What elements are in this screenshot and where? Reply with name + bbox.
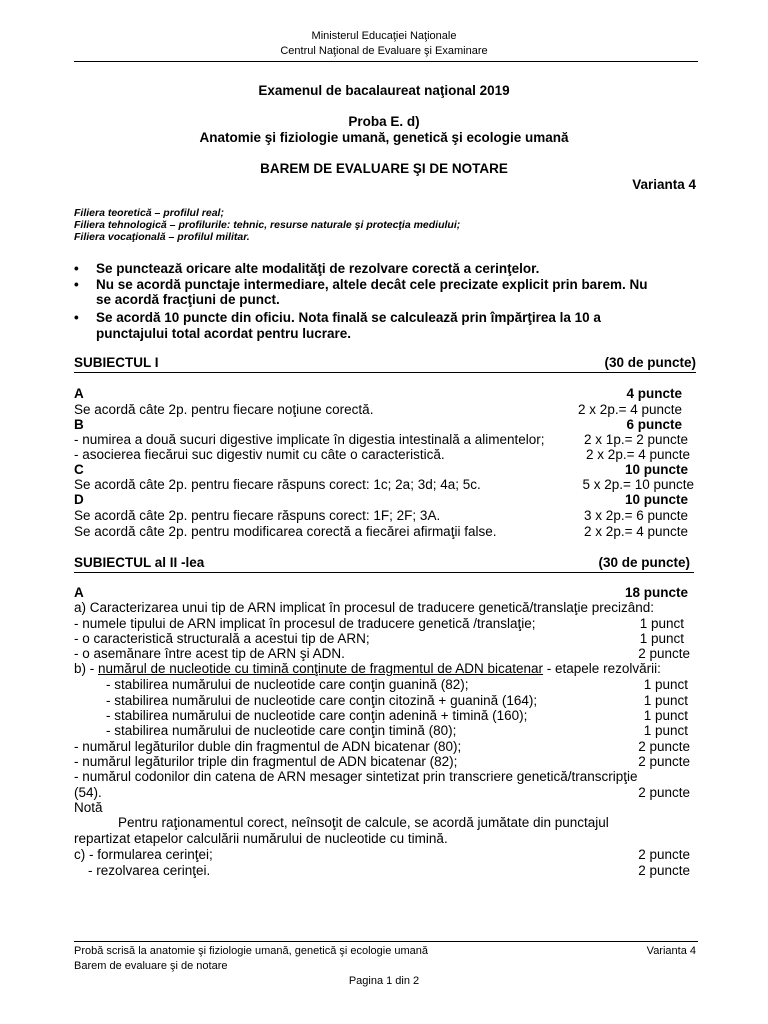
item-text: - rezolvarea cerinţei. xyxy=(88,863,211,878)
item-text: - asocierea fiecărui suc digestiv numit cu câte o caracteristică. xyxy=(74,447,445,462)
exam-proba: Proba E. d) xyxy=(348,114,420,129)
header-divider xyxy=(74,61,698,62)
item-points: 6 puncte xyxy=(626,417,682,432)
exam-subject: Anatomie şi fiziologie umană, genetică şi ecologie umană xyxy=(199,130,569,145)
bullet-icon: • xyxy=(74,277,79,292)
item-points: 4 puncte xyxy=(626,386,682,401)
item-text: a) Caracterizarea unui tip de ARN implicat în procesul de traducere genetică/translaţie precizând: xyxy=(74,600,655,615)
item-score: 2 x 2p.= 4 puncte xyxy=(584,524,688,539)
filiera-line: Filiera tehnologică – profilurile: tehnic, resurse naturale şi protecţia mediului; xyxy=(74,219,461,231)
exam-title: Examenul de bacalaureat naţional 2019 xyxy=(258,83,510,98)
item-text: (54). xyxy=(74,785,102,800)
item-score: 2 puncte xyxy=(638,847,690,862)
item-text: c) - formularea cerinţei; xyxy=(74,847,213,862)
rule-text: punctajului total acordat pentru lucrare. xyxy=(96,326,352,341)
item-text: Se acordă câte 2p. pentru fiecare noţiune corectă. xyxy=(74,402,374,417)
item-score: 3 x 2p.= 6 puncte xyxy=(584,508,688,523)
item-score: 2 x 2p.= 4 puncte xyxy=(586,447,690,462)
filiera-line: Filiera teoretică – profilul real; xyxy=(74,207,224,219)
section-title: SUBIECTUL al II -lea xyxy=(74,555,205,570)
note-text: Pentru raţionamentul corect, neînsoţit de calcule, se acordă jumătate din punctajul xyxy=(118,815,609,830)
rule-text: Se punctează oricare alte modalităţi de rezolvare corectă a cerinţelor. xyxy=(96,261,540,276)
rule-text: Se acordă 10 puncte din oficiu. Nota finală se calculează prin împărţirea la 10 a xyxy=(96,310,601,325)
item-score: 2 puncte xyxy=(638,646,690,661)
item-text: - o asemănare între acest tip de ARN şi ADN. xyxy=(74,646,345,661)
item-text: - numărul legăturilor triple din fragmentul de ADN bicatenar (82); xyxy=(74,754,458,769)
item-text: Se acordă câte 2p. pentru fiecare răspuns corect: 1c; 2a; 3d; 4a; 5c. xyxy=(74,477,481,492)
item-text: - numirea a două sucuri digestive implicate în digestia intestinală a alimentelor; xyxy=(74,432,545,447)
item-text: - stabilirea numărului de nucleotide care conţin timină (80); xyxy=(106,723,457,738)
item-score: 1 punct xyxy=(639,616,684,631)
item-text: - stabilirea numărului de nucleotide care conţin adenină + timină (160); xyxy=(106,708,528,723)
section-title: SUBIECTUL I xyxy=(74,355,159,370)
item-label: C xyxy=(74,462,84,477)
variant-label: Varianta 4 xyxy=(632,177,696,192)
rule-text: se acordă fracţiuni de punct. xyxy=(96,292,280,307)
bullet-icon: • xyxy=(74,310,79,325)
center-name: Centrul Naţional de Evaluare şi Examinare xyxy=(280,45,488,57)
item-label: A xyxy=(74,585,84,600)
item-score: 1 punct xyxy=(643,677,688,692)
footer-barem: Barem de evaluare şi de notare xyxy=(74,960,228,972)
bullet-icon: • xyxy=(74,261,79,276)
item-text: - stabilirea numărului de nucleotide care conţin guanină (82); xyxy=(106,677,469,692)
note-label: Notă xyxy=(74,800,103,815)
item-score: 1 punct xyxy=(643,708,688,723)
b-prefix: b) - xyxy=(74,661,99,676)
item-text: - numele tipului de ARN implicat în procesul de traducere genetică /translaţie; xyxy=(74,616,536,631)
item-score: 1 punct xyxy=(643,723,688,738)
filiera-line: Filiera vocaţională – profilul militar. xyxy=(74,231,250,243)
item-text: Se acordă câte 2p. pentru modificarea corectă a fiecărei afirmaţii false. xyxy=(74,524,497,539)
item-points: 18 puncte xyxy=(624,585,688,600)
footer-subject: Probă scrisă la anatomie şi fiziologie umană, genetică şi ecologie umană xyxy=(74,945,429,957)
item-score: 2 puncte xyxy=(638,863,690,878)
item-score: 2 puncte xyxy=(638,739,690,754)
footer-variant: Varianta 4 xyxy=(646,945,696,957)
item-text: - stabilirea numărului de nucleotide care conţin citozină + guanină (164); xyxy=(106,693,538,708)
item-label: B xyxy=(74,417,84,432)
item-text: Se acordă câte 2p. pentru fiecare răspuns corect: 1F; 2F; 3A. xyxy=(74,508,441,523)
item-score: 2 puncte xyxy=(638,785,690,800)
item-score: 1 punct xyxy=(643,693,688,708)
footer-divider xyxy=(74,941,698,942)
item-label: A xyxy=(74,386,84,401)
item-text-b xyxy=(74,661,661,676)
section-underline xyxy=(74,572,694,573)
item-points: 10 puncte xyxy=(624,462,688,477)
item-score: 2 x 2p.= 4 puncte xyxy=(578,402,682,417)
barem-title: BAREM DE EVALUARE ŞI DE NOTARE xyxy=(260,161,508,176)
item-text: - o caracteristică structurală a acestui tip de ARN; xyxy=(74,631,370,646)
note-text: repartizat etapelor calculării numărului de nucleotide cu timină. xyxy=(74,831,448,846)
item-score: 5 x 2p.= 10 puncte xyxy=(582,477,694,492)
b-underlined: numărul de nucleotide cu timină conţinute de fragmentul de ADN bicatenar xyxy=(98,661,544,676)
section-points: (30 de puncte) xyxy=(604,355,696,370)
item-score: 2 x 1p.= 2 puncte xyxy=(584,432,688,447)
item-score: 1 punct xyxy=(639,631,684,646)
section-points: (30 de puncte) xyxy=(598,555,690,570)
item-text: - numărul codonilor din catena de ARN mesager sintetizat prin transcriere genetică/transcripţie xyxy=(74,769,638,784)
item-score: 2 puncte xyxy=(638,754,690,769)
item-points: 10 puncte xyxy=(624,492,688,507)
ministry-name: Ministerul Educaţiei Naţionale xyxy=(311,30,457,42)
item-label: D xyxy=(74,492,84,507)
section-underline xyxy=(74,372,696,373)
b-suffix: - etapele rezolvării: xyxy=(543,661,661,676)
page-number: Pagina 1 din 2 xyxy=(348,975,420,987)
rule-text: Nu se acordă punctaje intermediare, altele decât cele precizate explicit prin barem. Nu xyxy=(96,277,648,292)
item-text: - numărul legăturilor duble din fragmentul de ADN bicatenar (80); xyxy=(74,739,462,754)
